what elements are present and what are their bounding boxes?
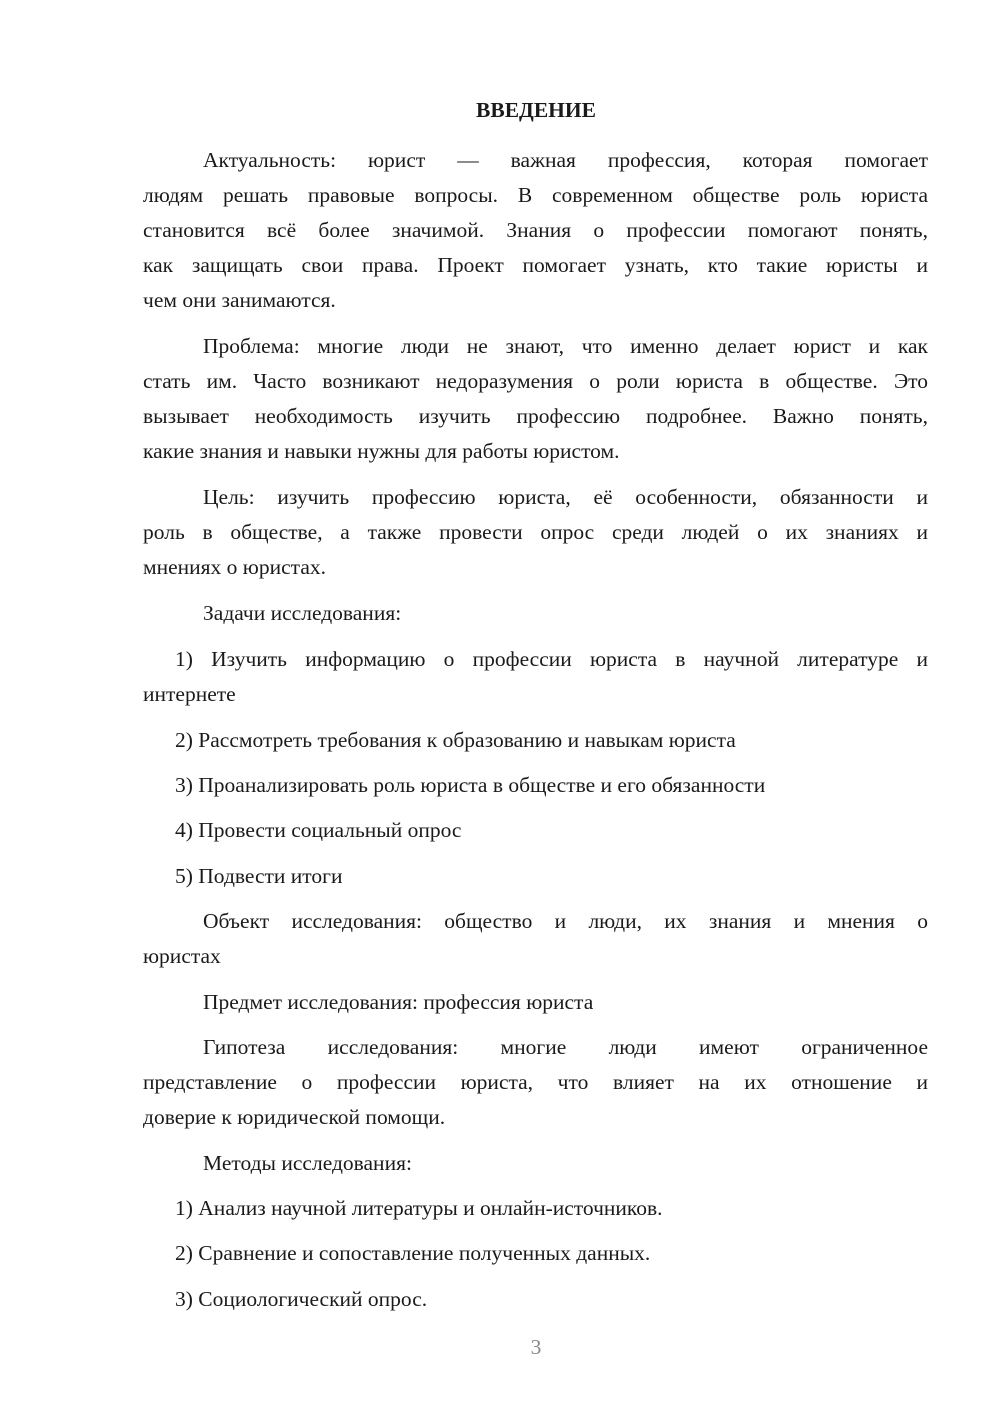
paragraph [143, 1030, 928, 1135]
text-line: 2) Рассмотреть требования к образованию и навыкам юриста [175, 728, 736, 752]
paragraph [143, 143, 928, 318]
text-line: интернете [143, 682, 236, 706]
text-line: Гипотеза исследования: многие люди имеют ограниченное [203, 1035, 928, 1059]
list-item [143, 723, 928, 758]
page-title: ВВЕДЕНИЕ [476, 98, 596, 122]
paragraph [143, 904, 928, 974]
paragraph [143, 480, 928, 585]
text-line: как защищать свои права. Проект помогает узнать, кто такие юристы и [143, 253, 928, 277]
text-line: Методы исследования: [203, 1151, 412, 1175]
text-line: мнениях о юристах. [143, 555, 326, 579]
text-line: 4) Провести социальный опрос [175, 818, 462, 842]
list-item [143, 642, 928, 712]
text-line: Предмет исследования: профессия юриста [203, 990, 594, 1014]
text-line: Цель: изучить профессию юриста, её особенности, обязанности и [203, 485, 928, 509]
text-line: вызывает необходимость изучить профессию подробнее. Важно понять, [143, 404, 928, 428]
list-item [143, 859, 928, 894]
text-line: какие знания и навыки нужны для работы юристом. [143, 439, 620, 463]
text-line: 3) Социологический опрос. [175, 1287, 428, 1311]
text-line: роль в обществе, а также провести опрос среди людей о их знаниях и [143, 520, 928, 544]
text-line: становится всё более значимой. Знания о профессии помогают понять, [143, 218, 928, 242]
page-number: 3 [530, 1335, 542, 1359]
list-item [143, 768, 928, 803]
text-line: 5) Подвести итоги [175, 864, 343, 888]
text-line: стать им. Часто возникают недоразумения о роли юриста в обществе. Это [143, 369, 928, 393]
text-line: 3) Проанализировать роль юриста в обществе и его обязанности [175, 773, 766, 797]
text-line: Задачи исследования: [203, 601, 402, 625]
text-line: Проблема: многие люди не знают, что именно делает юрист и как [203, 334, 928, 358]
text-line: 1) Анализ научной литературы и онлайн-источников. [175, 1196, 663, 1220]
list-item [143, 813, 928, 848]
text-line: Актуальность: юрист — важная профессия, которая помогает [203, 148, 928, 172]
text-line: юристах [143, 944, 221, 968]
paragraph [143, 596, 928, 631]
list-item [143, 1236, 928, 1271]
text-line: чем они занимаются. [143, 288, 336, 312]
text-line: 1) Изучить информацию о профессии юриста в научной литературе и [175, 647, 928, 671]
text-line: 2) Сравнение и сопоставление полученных данных. [175, 1241, 651, 1265]
text-line: доверие к юридической помощи. [143, 1105, 446, 1129]
list-item [143, 1282, 928, 1317]
paragraph [143, 985, 928, 1020]
list-item [143, 1191, 928, 1226]
paragraph [143, 1146, 928, 1181]
text-line: людям решать правовые вопросы. В современном обществе роль юриста [143, 183, 928, 207]
text-line: представление о профессии юриста, что влияет на их отношение и [143, 1070, 928, 1094]
paragraph [143, 329, 928, 469]
text-line: Объект исследования: общество и люди, их знания и мнения о [203, 909, 928, 933]
